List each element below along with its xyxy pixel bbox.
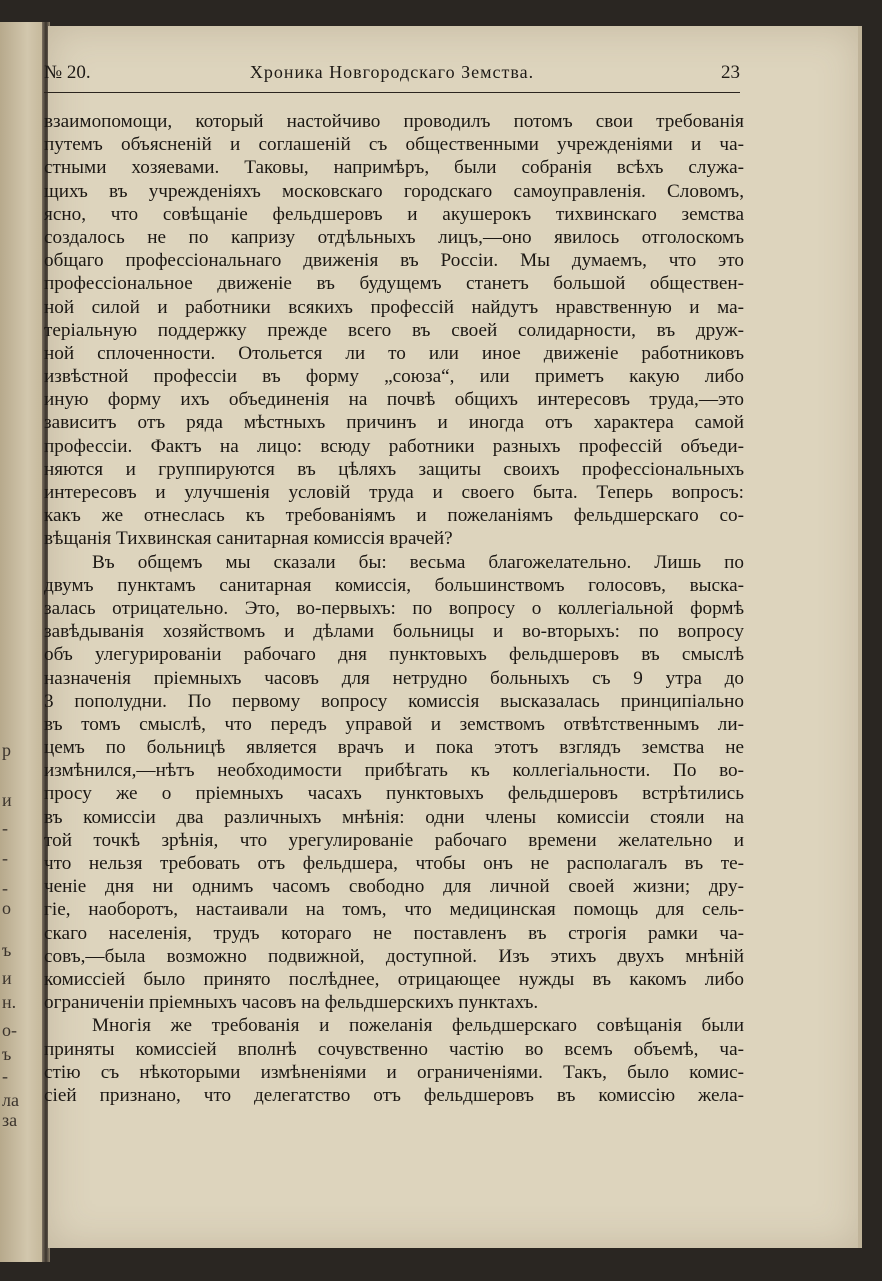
page-edge — [858, 26, 862, 1248]
issue-number: № 20. — [44, 62, 91, 83]
text-line: сіей признано, что делегатство отъ фельдшеровъ въ комиссію жела- — [44, 1084, 744, 1106]
adjacent-page-fragment: ъ — [2, 1044, 12, 1064]
adjacent-page-fragment: и — [2, 968, 12, 988]
text-line: ясно, что совѣщаніе фельдшеровъ и акушерокъ тихвинскаго земства — [44, 203, 744, 225]
adjacent-page-fragment: н. — [2, 992, 17, 1012]
text-line: создалось не по капризу отдѣльныхъ лицъ,—оно явилось отголоскомъ — [44, 226, 744, 248]
adjacent-page-fragment: - — [2, 818, 8, 838]
text-line: завѣдыванія хозяйствомъ и дѣлами больницы и во-вторыхъ: по вопросу — [44, 621, 744, 643]
adjacent-page-fragment: о- — [2, 1020, 17, 1040]
text-line: какъ же отнеслась къ требованіямъ и пожеланіямъ фельдшерскаго со- — [44, 505, 744, 527]
adjacent-page-fragment: и — [2, 790, 12, 810]
text-line: въ комиссіи два различныхъ мнѣнія: одни члены комиссіи стояли на — [44, 806, 744, 828]
adjacent-page-fragment: о — [2, 898, 11, 918]
text-line: комиссіей было принято послѣднее, отрицающее нужды въ какомъ либо — [44, 968, 744, 990]
text-line: назначенія пріемныхъ часовъ для нетрудно больныхъ съ 9 утра до — [44, 667, 744, 689]
text-line: скаго населенія, трудъ котораго не поставленъ въ строгія рамки ча- — [44, 922, 744, 944]
header-rule — [44, 92, 740, 93]
text-line: Въ общемъ мы сказали бы: весьма благожелательно. Лишь по — [92, 551, 744, 573]
text-line: путемъ объясненій и соглашеній съ общественными учрежденіями и ча- — [44, 134, 744, 156]
text-line: интересовъ и улучшенія условій труда и своего быта. Теперь вопросъ: — [44, 482, 744, 503]
text-line: вѣщанія Тихвинская санитарная комиссія врачей? — [44, 528, 453, 550]
running-header — [44, 62, 740, 90]
adjacent-page-fragment: за — [2, 1110, 18, 1130]
text-line: той точкѣ зрѣнія, что урегулированіе рабочаго времени желательно и — [44, 829, 744, 851]
text-line: совъ,—была возможно подвижной, доступной. Изъ этихъ двухъ мнѣній — [44, 945, 744, 967]
text-line: няются и группируются въ цѣляхъ защиты своихъ профессіональныхъ — [44, 458, 744, 480]
text-line: ной сплоченности. Отольется ли то или иное движеніе работниковъ — [44, 342, 744, 364]
adjacent-page-fragment: - — [2, 878, 8, 898]
text-line: что нельзя требовать отъ фельдшера, чтобы онъ не располагалъ въ те- — [44, 853, 744, 874]
text-line: ной силой и работники всякихъ профессій найдутъ нравственную и ма- — [44, 296, 744, 318]
text-line: измѣнился,—нѣтъ необходимости прибѣгать къ коллегіальности. По во- — [44, 760, 744, 782]
adjacent-page-fragment: - — [2, 1066, 8, 1086]
text-line: теріальную поддержку прежде всего въ своей солидарности, въ друж- — [44, 319, 744, 341]
text-line: цемъ по больницѣ является врачъ и пока этотъ взглядъ земства не — [44, 737, 744, 759]
adjacent-page-fragment: ъ — [2, 940, 12, 960]
adjacent-page-fragment: ла — [2, 1090, 19, 1110]
adjacent-page — [0, 22, 46, 1262]
text-line: профессіональное движеніе въ будущемъ станетъ большой обществен- — [44, 273, 744, 295]
text-line: объ улегурированіи рабочаго дня пунктовыхъ фельдшеровъ въ смыслѣ — [44, 644, 744, 666]
body-text — [44, 110, 744, 1107]
text-line: двумъ пунктамъ санитарная комиссія, большинствомъ голосовъ, выска- — [44, 574, 744, 596]
text-line: стію съ нѣкоторыми измѣненіями и ограниченіями. Такъ, было комис- — [44, 1061, 744, 1083]
text-line: приняты комиссіей вполнѣ сочувственно частію во всемъ объемѣ, ча- — [44, 1038, 744, 1060]
adjacent-page-fragment: - — [2, 848, 8, 868]
text-line: ченіе дня ни однимъ часомъ свободно для личной своей жизни; дру- — [44, 876, 744, 898]
text-line: залась отрицательно. Это, во-первыхъ: по вопросу о коллегіальной формѣ — [44, 597, 744, 619]
text-line: ограниченіи пріемныхъ часовъ на фельдшерскихъ пунктахъ. — [44, 992, 539, 1014]
text-line: щихъ въ учрежденіяхъ московскаго городскаго самоуправленія. Словомъ, — [44, 180, 744, 202]
text-line: профессіи. Фактъ на лицо: всюду работники разныхъ профессій объеди- — [44, 435, 744, 457]
text-line: зависитъ отъ ряда мѣстныхъ причинъ и иногда отъ характера самой — [44, 412, 744, 434]
text-line: гіе, наоборотъ, настаивали на томъ, что медицинская помощь для сель- — [44, 899, 744, 921]
text-line: просу же о пріемныхъ часахъ пунктовыхъ фельдшеровъ встрѣтились — [44, 783, 744, 805]
adjacent-page-fragment: р — [2, 740, 11, 760]
text-line: взаимопомощи, который настойчиво проводилъ потомъ свои требованія — [44, 111, 744, 132]
text-line: 3 пополудни. По первому вопросу комиссія высказалась принципіально — [44, 690, 744, 712]
text-line: Многія же требованія и пожеланія фельдшерскаго совѣщанія были — [92, 1015, 744, 1037]
text-line: стными хозяевами. Таковы, напримѣръ, были собранія всѣхъ служа- — [44, 157, 744, 179]
text-line: иную форму ихъ объединенія на почвѣ общихъ интересовъ труда,—это — [44, 389, 744, 411]
text-line: извѣстной профессіи въ форму „союза“, или приметъ какую либо — [44, 366, 744, 388]
page-number: 23 — [721, 62, 740, 83]
text-line: въ томъ смыслѣ, что передъ управой и земствомъ отвѣтственнымъ ли- — [44, 713, 744, 735]
adjacent-page-fragments — [0, 22, 40, 1262]
text-line: общаго профессіональнаго движенія въ Россіи. Мы думаемъ, что это — [44, 250, 744, 272]
header-title: Хроника Новгородскаго Земства. — [249, 62, 535, 82]
